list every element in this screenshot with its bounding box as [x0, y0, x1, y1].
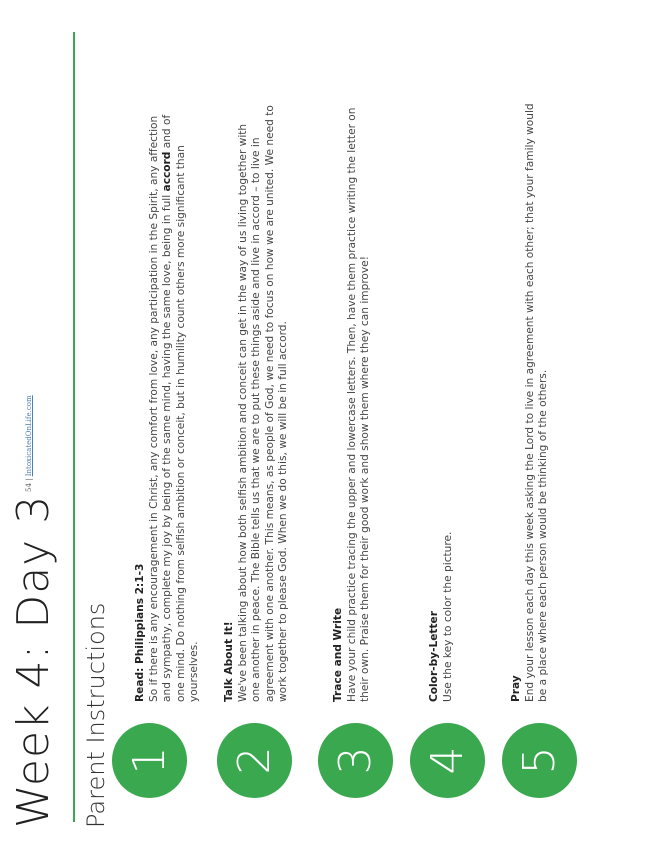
step-1-heading: Read: Philippians 2:1-3 — [134, 563, 146, 702]
step-1-text — [134, 102, 202, 702]
footer-separator: | — [25, 478, 33, 481]
step-3-number: 3 — [318, 723, 393, 798]
step-5-heading: Pray — [510, 675, 522, 702]
step-2-body: We've been talking about how both selfish ambition and conceit can get in the way of us living together with one another in peace. The Bible tells us that we are to put these things aside and live in accord – to live in agreement with one another. This means, as people of God, we need to focus on how we are united. We need to work together to please God. When we do this, we will be in full accord. — [236, 105, 290, 702]
step-5-number: 5 — [502, 723, 577, 798]
page-title: Week 4: Day 3 — [8, 494, 59, 828]
site-link[interactable]: IntoxicatedOnLife.com — [25, 395, 33, 477]
step-1-number: 1 — [112, 723, 187, 798]
step-4-number: 4 — [410, 723, 485, 798]
step-3-heading: Trace and Write — [332, 607, 344, 702]
step-4-text — [428, 102, 455, 702]
page-footer — [25, 395, 33, 492]
step-2-text — [223, 102, 291, 702]
step-1-body: So if there is any encouragement in Christ, any comfort from love, any participation in the Spirit, any affection and sympathy, complete my joy by being of the same mind, having the same love, being in full accord and of one mind. Do nothing from selfish ambition or conceit, but in humility count others more significant than yourselves. — [147, 114, 201, 702]
accord-word: accord — [161, 151, 174, 192]
step-3-text — [332, 102, 373, 702]
step-3-body: Have your child practice tracing the upper and lowercase letters. Then, have them practice writing the letter on their own. Praise them for their good work and show them where they can improve! — [345, 107, 372, 702]
step-5-text — [510, 102, 551, 702]
section-title: Parent Instructions — [82, 602, 110, 828]
step-5-body: End your lesson each day this week asking the Lord to live in agreement with each other; that your family would be a place where each person would be thinking of the others. — [523, 103, 550, 702]
page-number: 54 — [25, 483, 33, 492]
step-2-number: 2 — [217, 723, 292, 798]
step-2-heading: Talk About It! — [223, 621, 235, 702]
step-4-heading: Color-by-Letter — [428, 611, 440, 702]
step-4-body: Use the key to color the picture. — [441, 531, 454, 702]
title-divider — [73, 32, 75, 822]
